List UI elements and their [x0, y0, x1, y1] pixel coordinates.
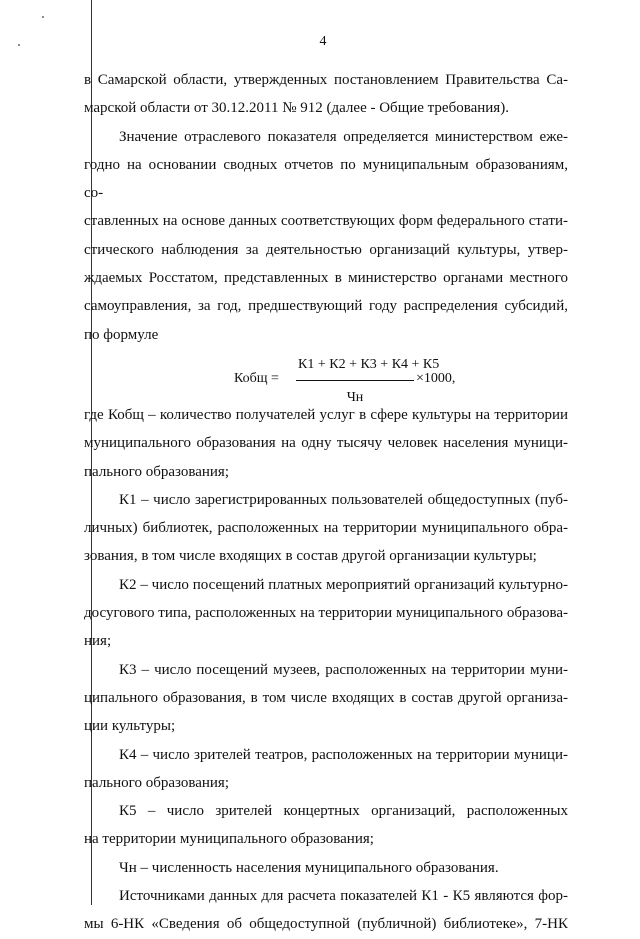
text-line: Источниками данных для расчета показателей К1 - К5 являются фор-: [119, 888, 568, 905]
text-line: ципального образования, в том числе входящих в состав другой организа-: [84, 689, 568, 706]
formula-denominator: Чн: [346, 390, 364, 406]
text-line: ставленных на основе данных соответствующих форм федерального стати-: [84, 213, 568, 230]
text-line: личных) библиотек, расположенных на территории муниципального обра-: [84, 520, 568, 537]
formula-rhs: ×1000,: [416, 370, 456, 386]
text-line: марской области от 30.12.2011 № 912 (далее - Общие требования).: [84, 100, 509, 117]
text-line: годно на основании сводных отчетов по муниципальным образованиям, со-: [84, 156, 568, 202]
text-line: где Кобщ – количество получателей услуг в сфере культуры на территории: [84, 406, 568, 423]
text-line: самоуправления, за год, предшествующий году распределения субсидий,: [84, 298, 568, 315]
text-line: по формуле: [84, 326, 159, 343]
formula-numerator: К1 + К2 + К3 + К4 + К5: [296, 351, 414, 381]
text-line: мы 6-НК «Сведения об общедоступной (публичной) библиотеке», 7-НК: [84, 916, 568, 933]
text-line: стического наблюдения за деятельностью организаций культуры, утвер-: [84, 241, 568, 258]
text-line: К3 – число посещений музеев, расположенных на территории муни-: [119, 661, 568, 678]
formula: [84, 349, 568, 406]
text-line: Чн – численность населения муниципального образования.: [119, 859, 499, 876]
text-line: К5 – число зрителей концертных организаций, расположенных: [119, 803, 568, 820]
text-line: досугового типа, расположенных на территории муниципального образова-: [84, 605, 568, 622]
scan-speck: [42, 16, 44, 18]
text-line: ции культуры;: [84, 718, 176, 735]
text-line: К4 – число зрителей театров, расположенных на территории муници-: [119, 746, 568, 763]
formula-lhs: Кобщ =: [234, 370, 279, 386]
text-line: на территории муниципального образования;: [84, 831, 374, 848]
text-line: пального образования;: [84, 774, 229, 791]
text-line: К1 – число зарегистрированных пользователей общедоступных (пуб-: [119, 491, 568, 508]
text-line: Значение отраслевого показателя определяется министерством еже-: [119, 128, 568, 145]
text-line: в Самарской области, утвержденных постановлением Правительства Са-: [84, 72, 568, 88]
text-line: пального образования;: [84, 463, 229, 480]
text-line: К2 – число посещений платных мероприятий организаций культурно-: [119, 576, 568, 593]
text-line: ния;: [84, 633, 112, 650]
text-line: муниципального образования на одну тысячу человек населения муници-: [84, 435, 568, 452]
document-body: [84, 66, 568, 939]
text-line: ждаемых Росстатом, представленных в министерство органами местного: [84, 270, 568, 287]
text-line: зования, в том числе входящих в состав другой организации культуры;: [84, 548, 537, 565]
page-number: 4: [319, 34, 327, 49]
